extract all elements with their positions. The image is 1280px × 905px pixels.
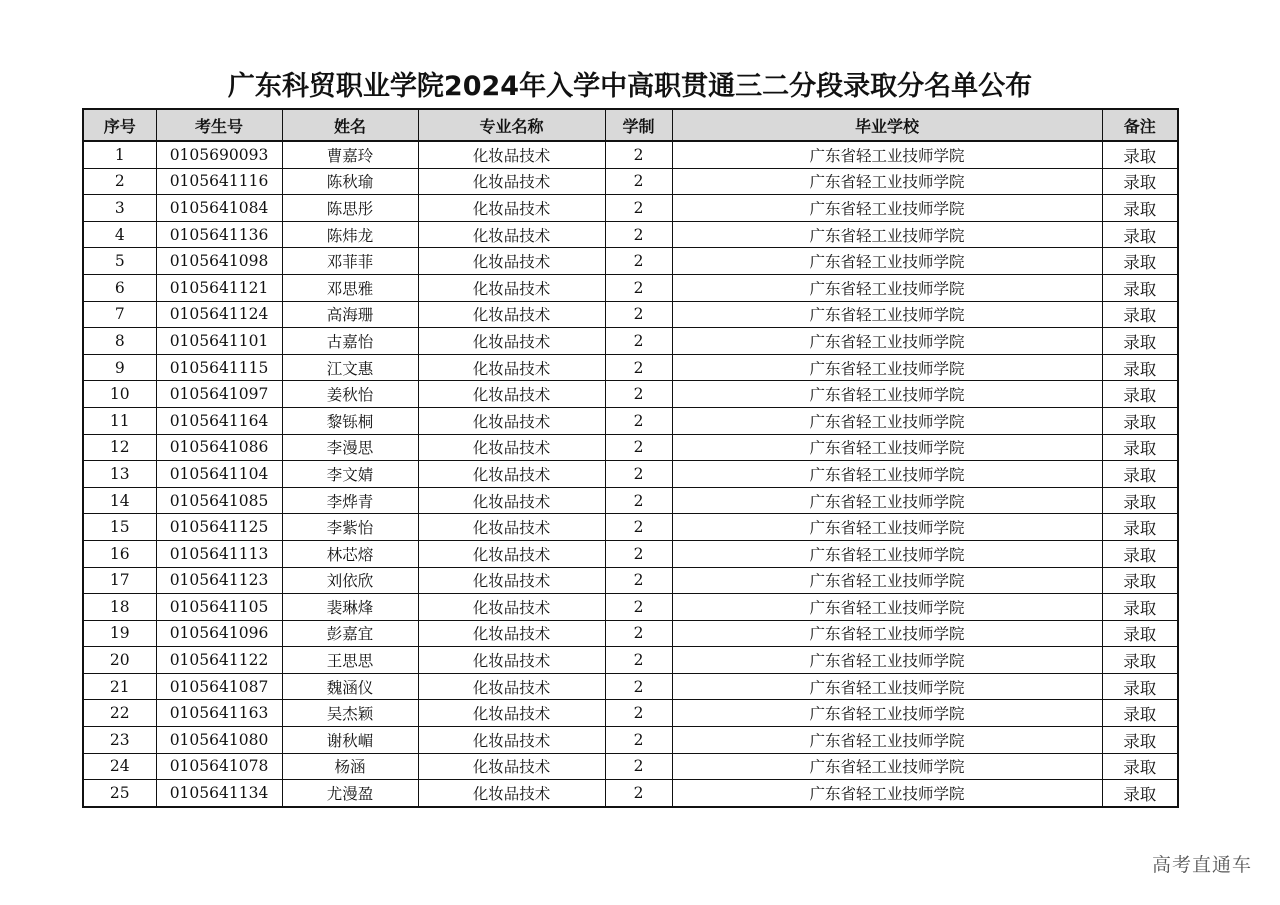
cell-major: 化妆品技术 [418,594,605,621]
cell-name: 李漫思 [282,434,418,461]
cell-duration: 2 [605,487,672,514]
cell-index: 2 [83,168,156,195]
table-row [83,514,1178,541]
cell-name: 曹嘉玲 [282,141,418,168]
cell-name: 尤漫盈 [282,780,418,807]
cell-name: 古嘉怡 [282,328,418,355]
cell-school: 广东省轻工业技师学院 [672,168,1102,195]
cell-index: 5 [83,248,156,275]
table-body [83,141,1178,807]
header-candidate-id: 考生号 [156,109,282,141]
cell-duration: 2 [605,301,672,328]
cell-school: 广东省轻工业技师学院 [672,753,1102,780]
cell-duration: 2 [605,248,672,275]
cell-candidate-id: 0105641080 [156,727,282,754]
cell-name: 林芯熔 [282,540,418,567]
cell-index: 1 [83,141,156,168]
cell-school: 广东省轻工业技师学院 [672,301,1102,328]
cell-school: 广东省轻工业技师学院 [672,248,1102,275]
table-row [83,141,1178,168]
cell-index: 16 [83,540,156,567]
table-row [83,381,1178,408]
cell-duration: 2 [605,727,672,754]
table-row [83,461,1178,488]
cell-candidate-id: 0105641163 [156,700,282,727]
cell-name: 王思思 [282,647,418,674]
cell-name: 吴杰颖 [282,700,418,727]
cell-candidate-id: 0105641086 [156,434,282,461]
cell-name: 刘依欣 [282,567,418,594]
cell-remark: 录取 [1102,301,1178,328]
cell-name: 邓思雅 [282,274,418,301]
cell-index: 11 [83,407,156,434]
table-row [83,407,1178,434]
cell-school: 广东省轻工业技师学院 [672,620,1102,647]
cell-candidate-id: 0105641096 [156,620,282,647]
cell-duration: 2 [605,354,672,381]
cell-index: 9 [83,354,156,381]
cell-major: 化妆品技术 [418,168,605,195]
cell-duration: 2 [605,647,672,674]
cell-major: 化妆品技术 [418,248,605,275]
cell-remark: 录取 [1102,540,1178,567]
cell-major: 化妆品技术 [418,620,605,647]
cell-major: 化妆品技术 [418,567,605,594]
cell-candidate-id: 0105641105 [156,594,282,621]
cell-remark: 录取 [1102,727,1178,754]
cell-remark: 录取 [1102,274,1178,301]
cell-school: 广东省轻工业技师学院 [672,673,1102,700]
cell-remark: 录取 [1102,647,1178,674]
cell-name: 陈炜龙 [282,221,418,248]
cell-candidate-id: 0105641097 [156,381,282,408]
cell-remark: 录取 [1102,328,1178,355]
cell-duration: 2 [605,407,672,434]
table-row [83,354,1178,381]
cell-school: 广东省轻工业技师学院 [672,780,1102,807]
cell-major: 化妆品技术 [418,487,605,514]
header-duration: 学制 [605,109,672,141]
table-row [83,567,1178,594]
cell-index: 24 [83,753,156,780]
cell-name: 谢秋嵋 [282,727,418,754]
table-row [83,195,1178,222]
cell-duration: 2 [605,753,672,780]
cell-remark: 录取 [1102,461,1178,488]
table-row [83,673,1178,700]
cell-major: 化妆品技术 [418,141,605,168]
cell-index: 12 [83,434,156,461]
cell-school: 广东省轻工业技师学院 [672,567,1102,594]
table-row [83,780,1178,807]
table-row [83,274,1178,301]
table-row [83,168,1178,195]
header-major: 专业名称 [418,109,605,141]
cell-name: 陈思彤 [282,195,418,222]
cell-candidate-id: 0105641085 [156,487,282,514]
cell-school: 广东省轻工业技师学院 [672,381,1102,408]
cell-index: 15 [83,514,156,541]
cell-school: 广东省轻工业技师学院 [672,221,1102,248]
cell-candidate-id: 0105641098 [156,248,282,275]
cell-major: 化妆品技术 [418,328,605,355]
cell-index: 17 [83,567,156,594]
cell-remark: 录取 [1102,248,1178,275]
header-index: 序号 [83,109,156,141]
cell-candidate-id: 0105641123 [156,567,282,594]
cell-candidate-id: 0105641113 [156,540,282,567]
cell-school: 广东省轻工业技师学院 [672,700,1102,727]
cell-index: 4 [83,221,156,248]
cell-duration: 2 [605,620,672,647]
cell-school: 广东省轻工业技师学院 [672,141,1102,168]
cell-remark: 录取 [1102,354,1178,381]
cell-name: 黎铄桐 [282,407,418,434]
cell-name: 彭嘉宜 [282,620,418,647]
cell-candidate-id: 0105641121 [156,274,282,301]
admission-list-table [82,108,1179,808]
cell-remark: 录取 [1102,168,1178,195]
table-row [83,434,1178,461]
cell-candidate-id: 0105641087 [156,673,282,700]
cell-duration: 2 [605,700,672,727]
cell-index: 19 [83,620,156,647]
cell-name: 李烨青 [282,487,418,514]
cell-duration: 2 [605,673,672,700]
cell-index: 20 [83,647,156,674]
cell-remark: 录取 [1102,434,1178,461]
cell-name: 高海珊 [282,301,418,328]
table-row [83,540,1178,567]
cell-index: 14 [83,487,156,514]
cell-duration: 2 [605,195,672,222]
cell-index: 3 [83,195,156,222]
cell-major: 化妆品技术 [418,647,605,674]
table-row [83,620,1178,647]
cell-school: 广东省轻工业技师学院 [672,594,1102,621]
cell-remark: 录取 [1102,673,1178,700]
cell-major: 化妆品技术 [418,274,605,301]
cell-duration: 2 [605,594,672,621]
cell-school: 广东省轻工业技师学院 [672,354,1102,381]
cell-candidate-id: 0105641122 [156,647,282,674]
cell-major: 化妆品技术 [418,221,605,248]
cell-index: 13 [83,461,156,488]
cell-school: 广东省轻工业技师学院 [672,434,1102,461]
cell-school: 广东省轻工业技师学院 [672,487,1102,514]
cell-duration: 2 [605,274,672,301]
cell-index: 18 [83,594,156,621]
table-row [83,487,1178,514]
cell-index: 21 [83,673,156,700]
cell-candidate-id: 0105641136 [156,221,282,248]
cell-remark: 录取 [1102,620,1178,647]
cell-remark: 录取 [1102,700,1178,727]
cell-school: 广东省轻工业技师学院 [672,647,1102,674]
cell-name: 陈秋瑜 [282,168,418,195]
cell-major: 化妆品技术 [418,301,605,328]
cell-candidate-id: 0105641115 [156,354,282,381]
cell-major: 化妆品技术 [418,727,605,754]
cell-name: 裴琳烽 [282,594,418,621]
cell-major: 化妆品技术 [418,540,605,567]
cell-candidate-id: 0105690093 [156,141,282,168]
table-row [83,727,1178,754]
cell-duration: 2 [605,567,672,594]
cell-duration: 2 [605,381,672,408]
cell-remark: 录取 [1102,221,1178,248]
cell-remark: 录取 [1102,594,1178,621]
document-title: 广东科贸职业学院2024年入学中高职贯通三二分段录取分名单公布 [227,71,1033,102]
cell-remark: 录取 [1102,487,1178,514]
cell-major: 化妆品技术 [418,514,605,541]
cell-school: 广东省轻工业技师学院 [672,540,1102,567]
cell-index: 25 [83,780,156,807]
cell-candidate-id: 0105641078 [156,753,282,780]
cell-candidate-id: 0105641116 [156,168,282,195]
cell-index: 23 [83,727,156,754]
cell-major: 化妆品技术 [418,753,605,780]
cell-name: 杨涵 [282,753,418,780]
table-row [83,753,1178,780]
cell-name: 魏涵仪 [282,673,418,700]
cell-remark: 录取 [1102,195,1178,222]
cell-duration: 2 [605,221,672,248]
table-row [83,248,1178,275]
cell-remark: 录取 [1102,141,1178,168]
cell-name: 邓菲菲 [282,248,418,275]
cell-candidate-id: 0105641125 [156,514,282,541]
cell-remark: 录取 [1102,780,1178,807]
cell-school: 广东省轻工业技师学院 [672,407,1102,434]
cell-major: 化妆品技术 [418,381,605,408]
cell-major: 化妆品技术 [418,780,605,807]
cell-duration: 2 [605,434,672,461]
cell-school: 广东省轻工业技师学院 [672,328,1102,355]
cell-duration: 2 [605,328,672,355]
cell-school: 广东省轻工业技师学院 [672,461,1102,488]
header-name: 姓名 [282,109,418,141]
table-row [83,594,1178,621]
cell-major: 化妆品技术 [418,434,605,461]
cell-candidate-id: 0105641104 [156,461,282,488]
cell-remark: 录取 [1102,407,1178,434]
header-school: 毕业学校 [672,109,1102,141]
cell-candidate-id: 0105641164 [156,407,282,434]
cell-candidate-id: 0105641101 [156,328,282,355]
table-row [83,647,1178,674]
cell-candidate-id: 0105641124 [156,301,282,328]
cell-major: 化妆品技术 [418,700,605,727]
cell-duration: 2 [605,168,672,195]
cell-name: 江文惠 [282,354,418,381]
cell-major: 化妆品技术 [418,195,605,222]
cell-name: 李文婧 [282,461,418,488]
table-row [83,700,1178,727]
cell-major: 化妆品技术 [418,354,605,381]
cell-index: 10 [83,381,156,408]
watermark: 高考直通车 [1151,854,1252,876]
cell-duration: 2 [605,540,672,567]
cell-candidate-id: 0105641084 [156,195,282,222]
cell-school: 广东省轻工业技师学院 [672,274,1102,301]
cell-candidate-id: 0105641134 [156,780,282,807]
cell-index: 7 [83,301,156,328]
cell-remark: 录取 [1102,514,1178,541]
header-remark: 备注 [1102,109,1178,141]
cell-remark: 录取 [1102,753,1178,780]
cell-remark: 录取 [1102,381,1178,408]
table-row [83,328,1178,355]
cell-index: 22 [83,700,156,727]
cell-duration: 2 [605,461,672,488]
cell-name: 李紫怡 [282,514,418,541]
table-header-row [83,109,1178,141]
cell-index: 8 [83,328,156,355]
cell-name: 姜秋怡 [282,381,418,408]
cell-duration: 2 [605,514,672,541]
cell-duration: 2 [605,141,672,168]
table-row [83,221,1178,248]
cell-duration: 2 [605,780,672,807]
cell-school: 广东省轻工业技师学院 [672,514,1102,541]
cell-index: 6 [83,274,156,301]
cell-major: 化妆品技术 [418,461,605,488]
cell-remark: 录取 [1102,567,1178,594]
cell-school: 广东省轻工业技师学院 [672,195,1102,222]
cell-school: 广东省轻工业技师学院 [672,727,1102,754]
cell-major: 化妆品技术 [418,407,605,434]
cell-major: 化妆品技术 [418,673,605,700]
table-row [83,301,1178,328]
